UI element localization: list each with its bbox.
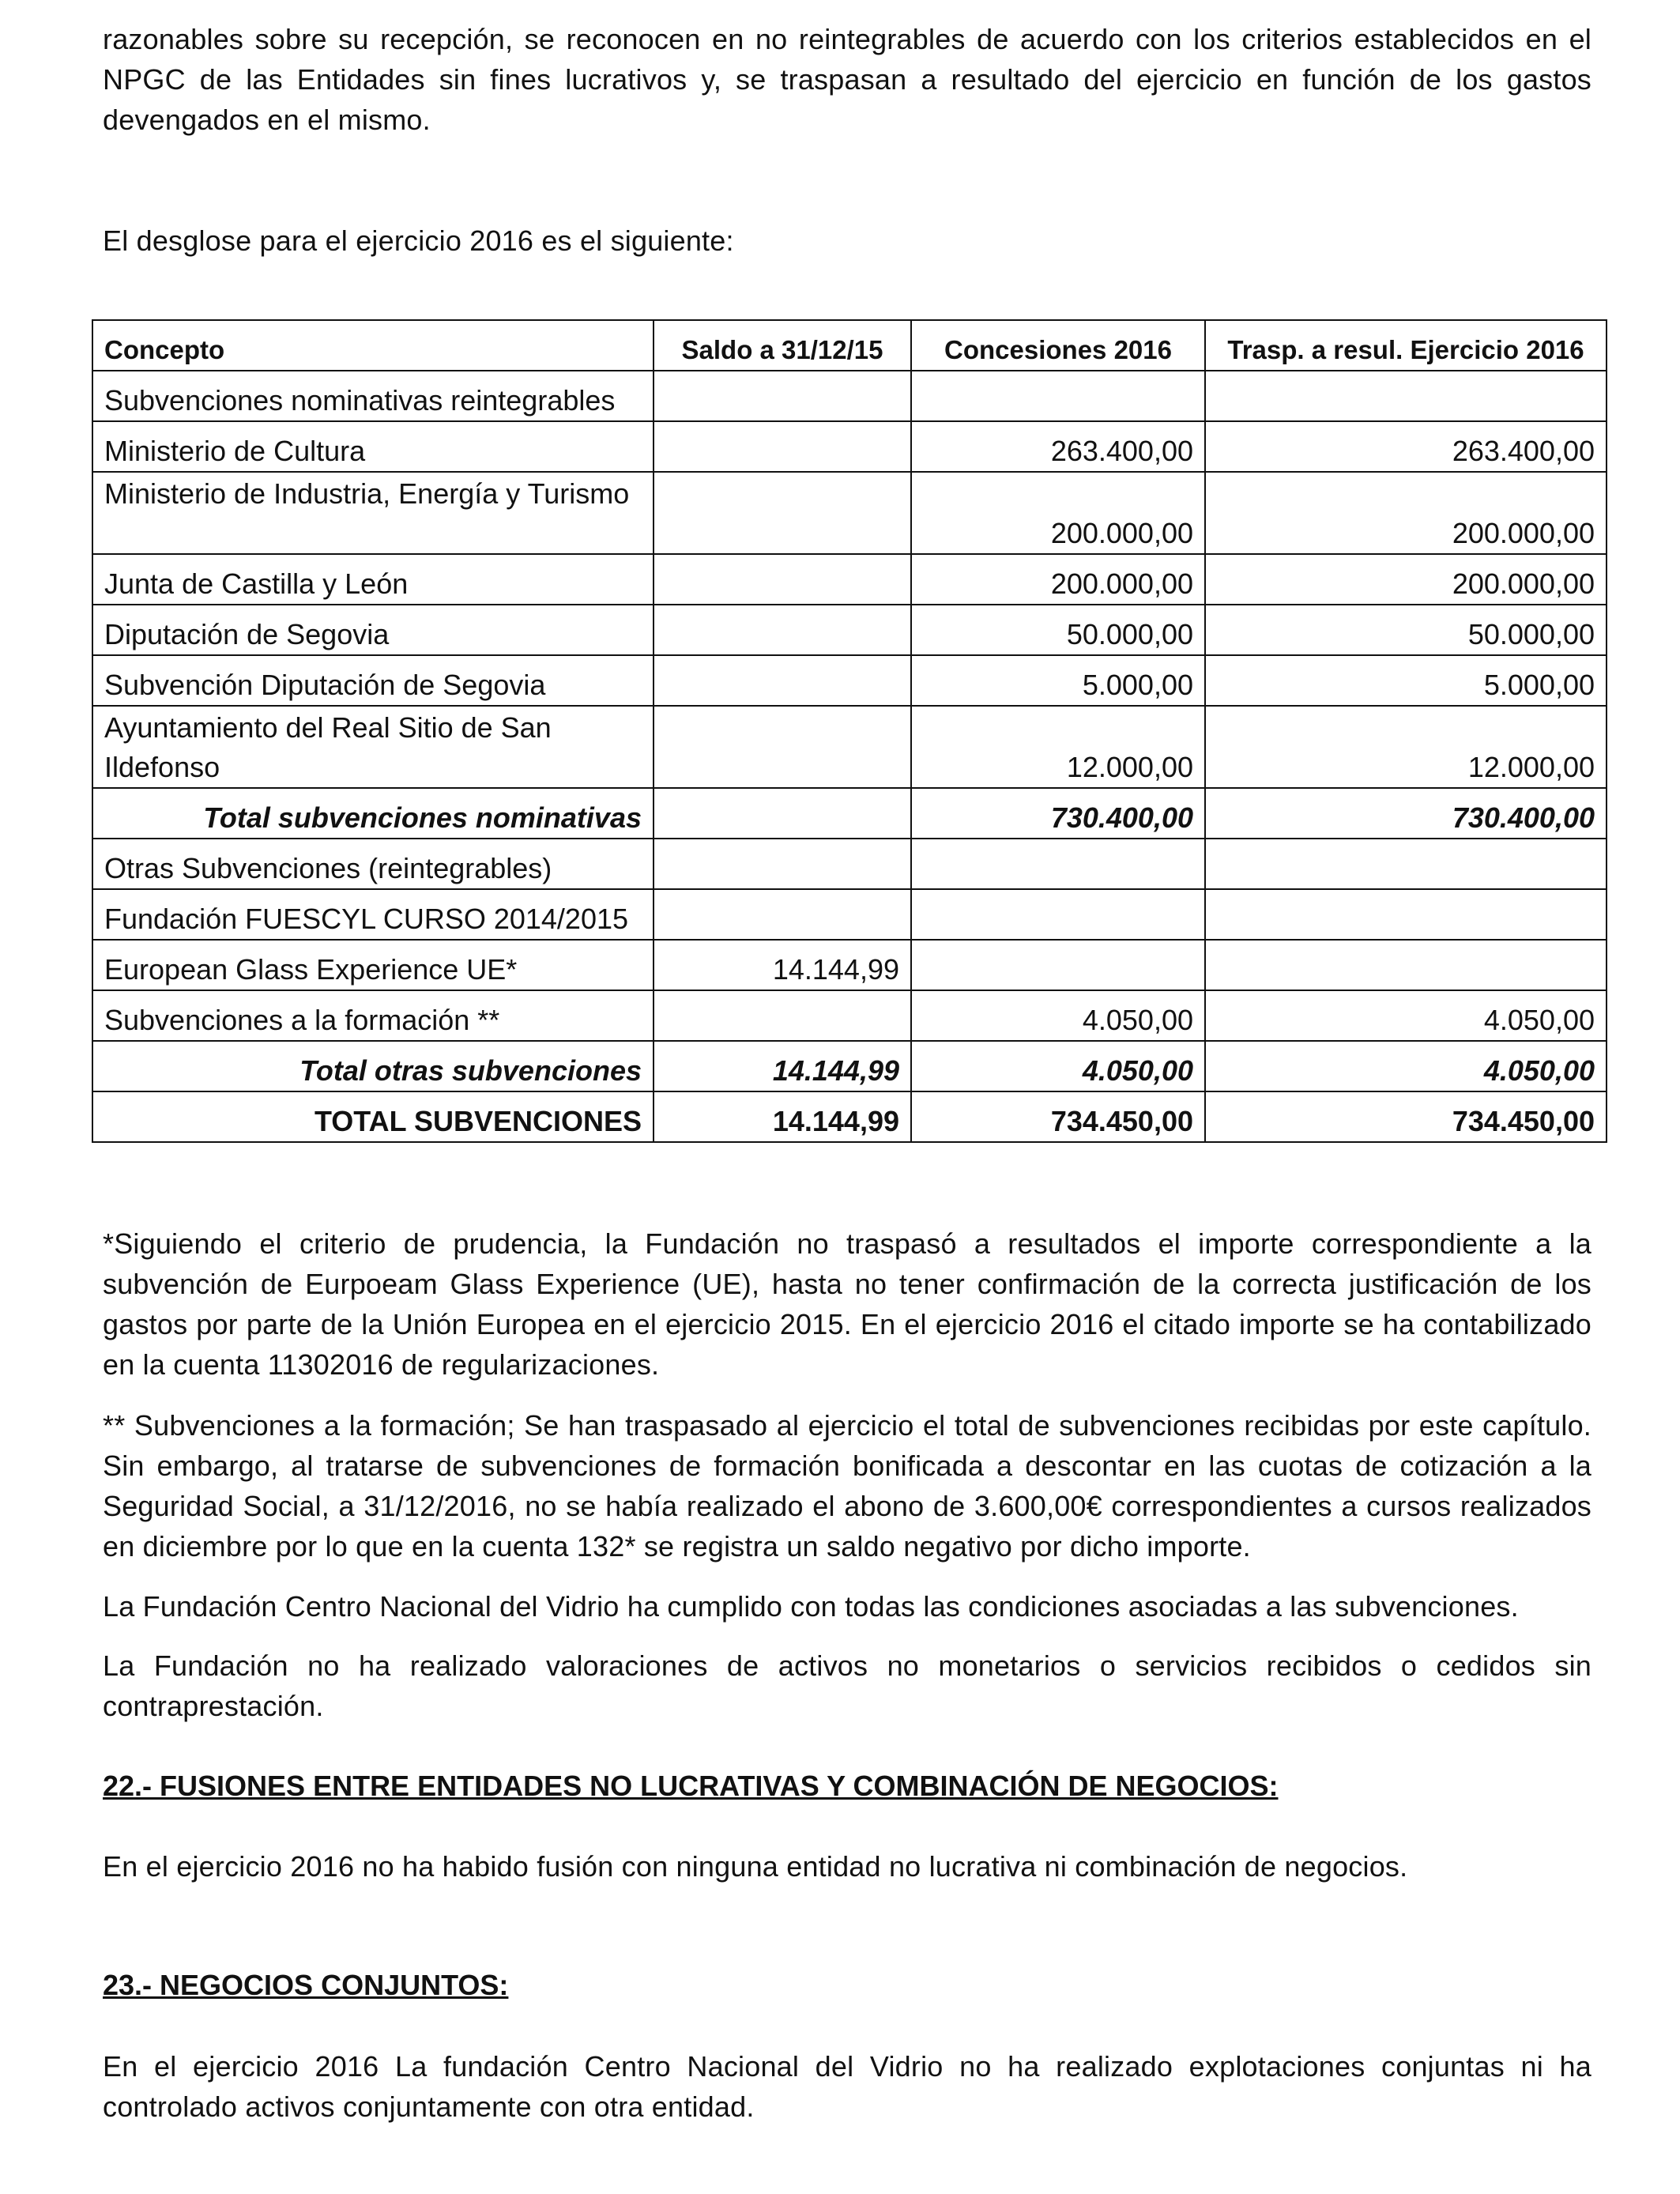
- row-saldo: [654, 990, 911, 1041]
- total-label: Total subvenciones nominativas: [92, 788, 654, 839]
- row-saldo: [654, 655, 911, 706]
- row-concesiones: [911, 940, 1205, 990]
- table-row: [92, 990, 1607, 1041]
- row-concesiones: [911, 839, 1205, 889]
- row-traspaso: 12.000,00: [1205, 706, 1607, 788]
- row-traspaso: [1205, 371, 1607, 421]
- row-traspaso: [1205, 889, 1607, 940]
- table-row: [92, 371, 1607, 421]
- total-label: Total otras subvenciones: [92, 1041, 654, 1091]
- row-concepto: Ayuntamiento del Real Sitio de San Ildefonso: [92, 706, 654, 788]
- header-saldo: Saldo a 31/12/15: [654, 320, 911, 371]
- total-traspaso: 730.400,00: [1205, 788, 1607, 839]
- total-concesiones: 4.050,00: [911, 1041, 1205, 1091]
- row-saldo: [654, 371, 911, 421]
- total-saldo: [654, 788, 911, 839]
- table-row: [92, 554, 1607, 605]
- total-traspaso: 4.050,00: [1205, 1041, 1607, 1091]
- row-concesiones: 4.050,00: [911, 990, 1205, 1041]
- row-concesiones: 263.400,00: [911, 421, 1205, 472]
- row-traspaso: 263.400,00: [1205, 421, 1607, 472]
- row-concesiones: 50.000,00: [911, 605, 1205, 655]
- row-saldo: [654, 706, 911, 788]
- table-row: [92, 472, 1607, 554]
- header-traspaso: Trasp. a resul. Ejercicio 2016: [1205, 320, 1607, 371]
- row-saldo: [654, 605, 911, 655]
- table-total-row: [92, 788, 1607, 839]
- table-row: [92, 706, 1607, 788]
- row-traspaso: 50.000,00: [1205, 605, 1607, 655]
- row-concesiones: 200.000,00: [911, 472, 1205, 554]
- cumplido-paragraph: La Fundación Centro Nacional del Vidrio ha cumplido con todas las condiciones asociadas a las subvenciones.: [103, 1590, 1519, 1623]
- row-concepto: Junta de Castilla y León: [92, 554, 654, 605]
- row-traspaso: 5.000,00: [1205, 655, 1607, 706]
- row-concesiones: [911, 889, 1205, 940]
- footnote-formacion: ** Subvenciones a la formación; Se han traspasado al ejercicio el total de subvenciones recibidas por este capítulo. Sin embargo, al tratarse de subvenciones de formación bonificada a descontar en las cuotas de cotización a la Seguridad Social, a 31/12/2016, no se había realizado el abono de 3.600,00€ correspondientes a cursos realizados en diciembre por lo que en la cuenta 132* se registra un saldo negativo por dicho importe.: [103, 1409, 1591, 1563]
- row-concepto: Subvención Diputación de Segovia: [92, 655, 654, 706]
- table-row: [92, 655, 1607, 706]
- grand-total-label: TOTAL SUBVENCIONES: [92, 1091, 654, 1142]
- row-concesiones: 5.000,00: [911, 655, 1205, 706]
- row-concepto: Ministerio de Industria, Energía y Turismo: [92, 472, 654, 554]
- row-concepto: Subvenciones nominativas reintegrables: [92, 371, 654, 421]
- row-concesiones: 12.000,00: [911, 706, 1205, 788]
- section-22-heading: 22.- FUSIONES ENTRE ENTIDADES NO LUCRATIVAS Y COMBINACIÓN DE NEGOCIOS:: [103, 1770, 1279, 1802]
- grand-total-saldo: 14.144,99: [654, 1091, 911, 1142]
- table-total-row: [92, 1041, 1607, 1091]
- row-concepto: Fundación FUESCYL CURSO 2014/2015: [92, 889, 654, 940]
- row-traspaso: 200.000,00: [1205, 472, 1607, 554]
- row-concepto: Ministerio de Cultura: [92, 421, 654, 472]
- table-row: [92, 605, 1607, 655]
- header-concepto: Concepto: [92, 320, 654, 371]
- row-concepto: European Glass Experience UE*: [92, 940, 654, 990]
- row-concesiones: 200.000,00: [911, 554, 1205, 605]
- table-grand-total-row: [92, 1091, 1607, 1142]
- header-concesiones: Concesiones 2016: [911, 320, 1205, 371]
- row-concepto: Otras Subvenciones (reintegrables): [92, 839, 654, 889]
- row-traspaso: [1205, 940, 1607, 990]
- section-23-heading: 23.- NEGOCIOS CONJUNTOS:: [103, 1969, 509, 2001]
- row-saldo: [654, 889, 911, 940]
- intro-paragraph: razonables sobre su recepción, se reconocen en no reintegrables de acuerdo con los criterios establecidos en el NPGC de las Entidades sin fines lucrativos y, se traspasan a resultado del ejercicio en función de los gastos devengados en el mismo.: [103, 23, 1591, 136]
- table-row: [92, 889, 1607, 940]
- desglose-paragraph: El desglose para el ejercicio 2016 es el siguiente:: [103, 224, 734, 257]
- row-saldo: [654, 554, 911, 605]
- row-concepto: Diputación de Segovia: [92, 605, 654, 655]
- row-concesiones: [911, 371, 1205, 421]
- table-header-row: [92, 320, 1607, 371]
- row-traspaso: 4.050,00: [1205, 990, 1607, 1041]
- row-traspaso: [1205, 839, 1607, 889]
- grand-total-traspaso: 734.450,00: [1205, 1091, 1607, 1142]
- table-row: [92, 421, 1607, 472]
- row-saldo: [654, 839, 911, 889]
- subvenciones-table: [92, 319, 1607, 1143]
- row-traspaso: 200.000,00: [1205, 554, 1607, 605]
- grand-total-concesiones: 734.450,00: [911, 1091, 1205, 1142]
- table-row: [92, 940, 1607, 990]
- total-saldo: 14.144,99: [654, 1041, 911, 1091]
- section-22-text: En el ejercicio 2016 no ha habido fusión con ninguna entidad no lucrativa ni combinación de negocios.: [103, 1850, 1408, 1883]
- row-saldo: 14.144,99: [654, 940, 911, 990]
- valoraciones-paragraph: La Fundación no ha realizado valoraciones de activos no monetarios o servicios recibidos o cedidos sin contraprestación.: [103, 1649, 1591, 1722]
- table-row: [92, 839, 1607, 889]
- row-saldo: [654, 421, 911, 472]
- total-concesiones: 730.400,00: [911, 788, 1205, 839]
- footnote-european-glass: *Siguiendo el criterio de prudencia, la Fundación no traspasó a resultados el importe correspondiente a la subvención de Eurpoeam Glass Experience (UE), hasta no tener confirmación de la correcta justificación de los gastos por parte de la Unión Europea en el ejercicio 2015. En el ejercicio 2016 el citado importe se ha contabilizado en la cuenta 11302016 de regularizaciones.: [103, 1227, 1591, 1381]
- section-23-text: En el ejercicio 2016 La fundación Centro Nacional del Vidrio no ha realizado explotaciones conjuntas ni ha controlado activos conjuntamente con otra entidad.: [103, 2050, 1591, 2123]
- row-saldo: [654, 472, 911, 554]
- row-concepto: Subvenciones a la formación **: [92, 990, 654, 1041]
